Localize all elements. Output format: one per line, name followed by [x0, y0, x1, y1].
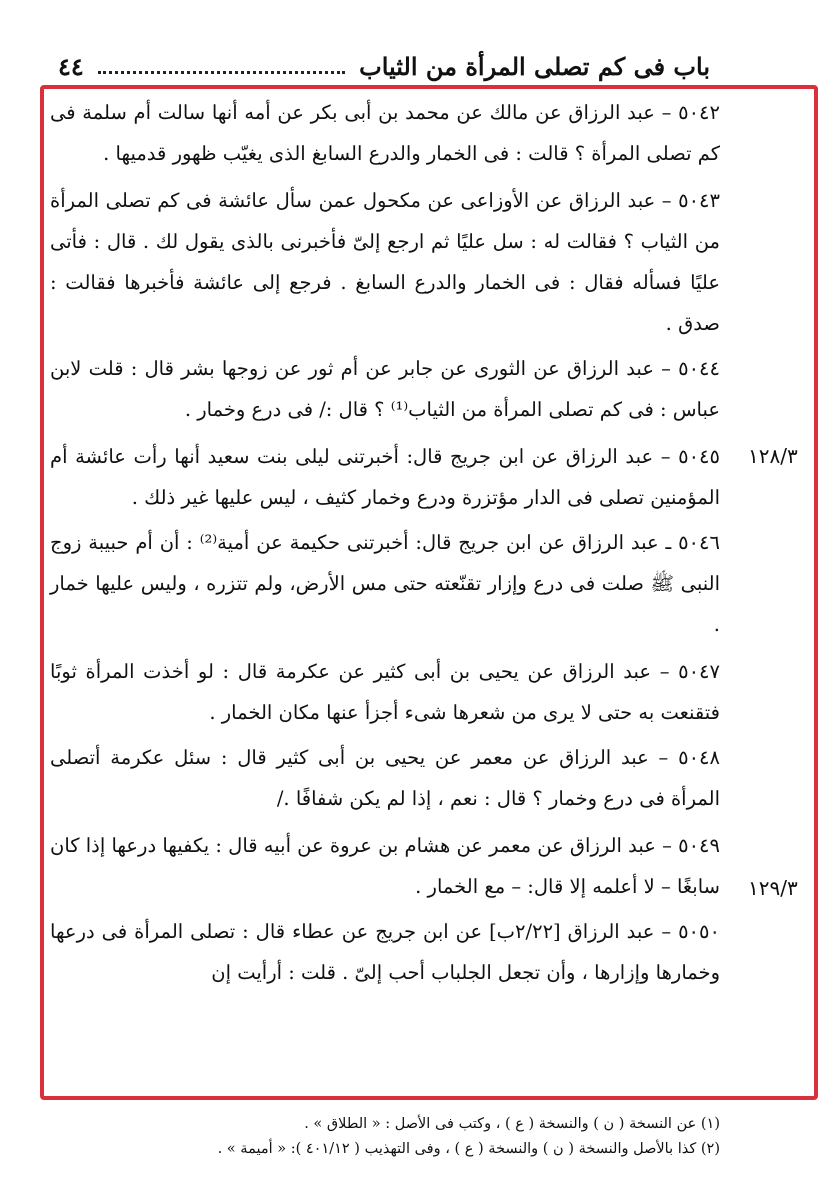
margin-reference-128: ١٢٨/٣	[748, 444, 798, 468]
hadith-5044: ٥٠٤٤ – عبد الرزاق عن الثورى عن جابر عن أم ثور عن زوجها بشر قال : قلت لابن عباس : فى كم تصلى المرأة من الثياب⁽¹⁾ ؟ قال :/ فى درع وخمار .	[50, 357, 720, 421]
hadith-5042: ٥٠٤٢ – عبد الرزاق عن مالك عن محمد بن أبى بكر عن أمه أنها سالت أم سلمة فى كم تصلى المرأة ؟ قالت : فى الخمار والدرع السابغ الذى يغيّب ظهور قدميها .	[50, 101, 720, 165]
page-number: ٤٤	[58, 51, 84, 81]
hadith-text-body	[50, 92, 720, 999]
header-dotted-leader	[98, 71, 345, 74]
hadith-5050: ٥٠٥٠ – عبد الرزاق [٢/٢٢ب] عن ابن جريج عن عطاء قال : تصلى المرأة فى درعها وخمارها وإزارها ، وأن تجعل الجلباب أحب إلىّ . قلت : أرأيت إن	[50, 920, 720, 984]
hadith-5046: ٥٠٤٦ ـ عبد الرزاق عن ابن جريج قال: أخبرتنى حكيمة عن أمية⁽²⁾ : أن أم حبيبة زوج النبى ﷺ صلت فى درع وإزار تقنّعته حتى مس الأرض، ولم تتزره ، وليس عليها خمار .	[50, 531, 720, 636]
margin-reference-129: ١٢٩/٣	[748, 876, 798, 900]
footnote-2: (٢) كذا بالأصل والنسخة ( ن ) والنسخة ( ع ) ، وفى التهذيب ( ٤٠١/١٢ ): « أميمة » .	[217, 1141, 720, 1157]
footnote-1: (١) عن النسخة ( ن ) والنسخة ( ع ) ، وكتب فى الأصل : « الطلاق » .	[304, 1116, 720, 1132]
hadith-5043: ٥٠٤٣ – عبد الرزاق عن الأوزاعى عن مكحول عمن سأل عائشة فى كم تصلى المرأة من الثياب ؟ فقالت له : سل عليًا ثم ارجع إلىّ فأخبرنى بالذى يقول لك . قال : فأتى عليًا فسأله فقال : فى الخمار والدرع السابغ . فرجع إلى عائشة فأخبرها فقالت : صدق .	[50, 189, 720, 335]
hadith-5049: ٥٠٤٩ – عبد الرزاق عن معمر عن هشام بن عروة عن أبيه قال : يكفيها درعها إذا كان سابغًا – لا أعلمه إلا قال: – مع الخمار .	[50, 834, 720, 898]
hadith-5045: ٥٠٤٥ – عبد الرزاق عن ابن جريج قال: أخبرتنى ليلى بنت سعيد أنها رأت عائشة أم المؤمنين تصلى فى الدار مؤتزرة ودرع وخمار كثيف ، ليس عليها غير ذلك .	[50, 445, 720, 509]
chapter-title: باب فى كم تصلى المرأة من الثياب	[359, 51, 710, 81]
hadith-5048: ٥٠٤٨ – عبد الرزاق عن معمر عن يحيى بن أبى كثير قال : سئل عكرمة أتصلى المرأة فى درع وخمار ؟ قال : نعم ، إذا لم يكن شفافًا ./	[50, 746, 720, 810]
hadith-5047: ٥٠٤٧ – عبد الرزاق عن يحيى بن أبى كثير عن عكرمة قال : لو أخذت المرأة ثوبًا فتقنعت به حتى لا يرى من شعرها شىء أجزأ عنها مكان الخمار .	[50, 660, 720, 724]
footnotes	[50, 1112, 720, 1162]
page-header	[50, 46, 710, 86]
